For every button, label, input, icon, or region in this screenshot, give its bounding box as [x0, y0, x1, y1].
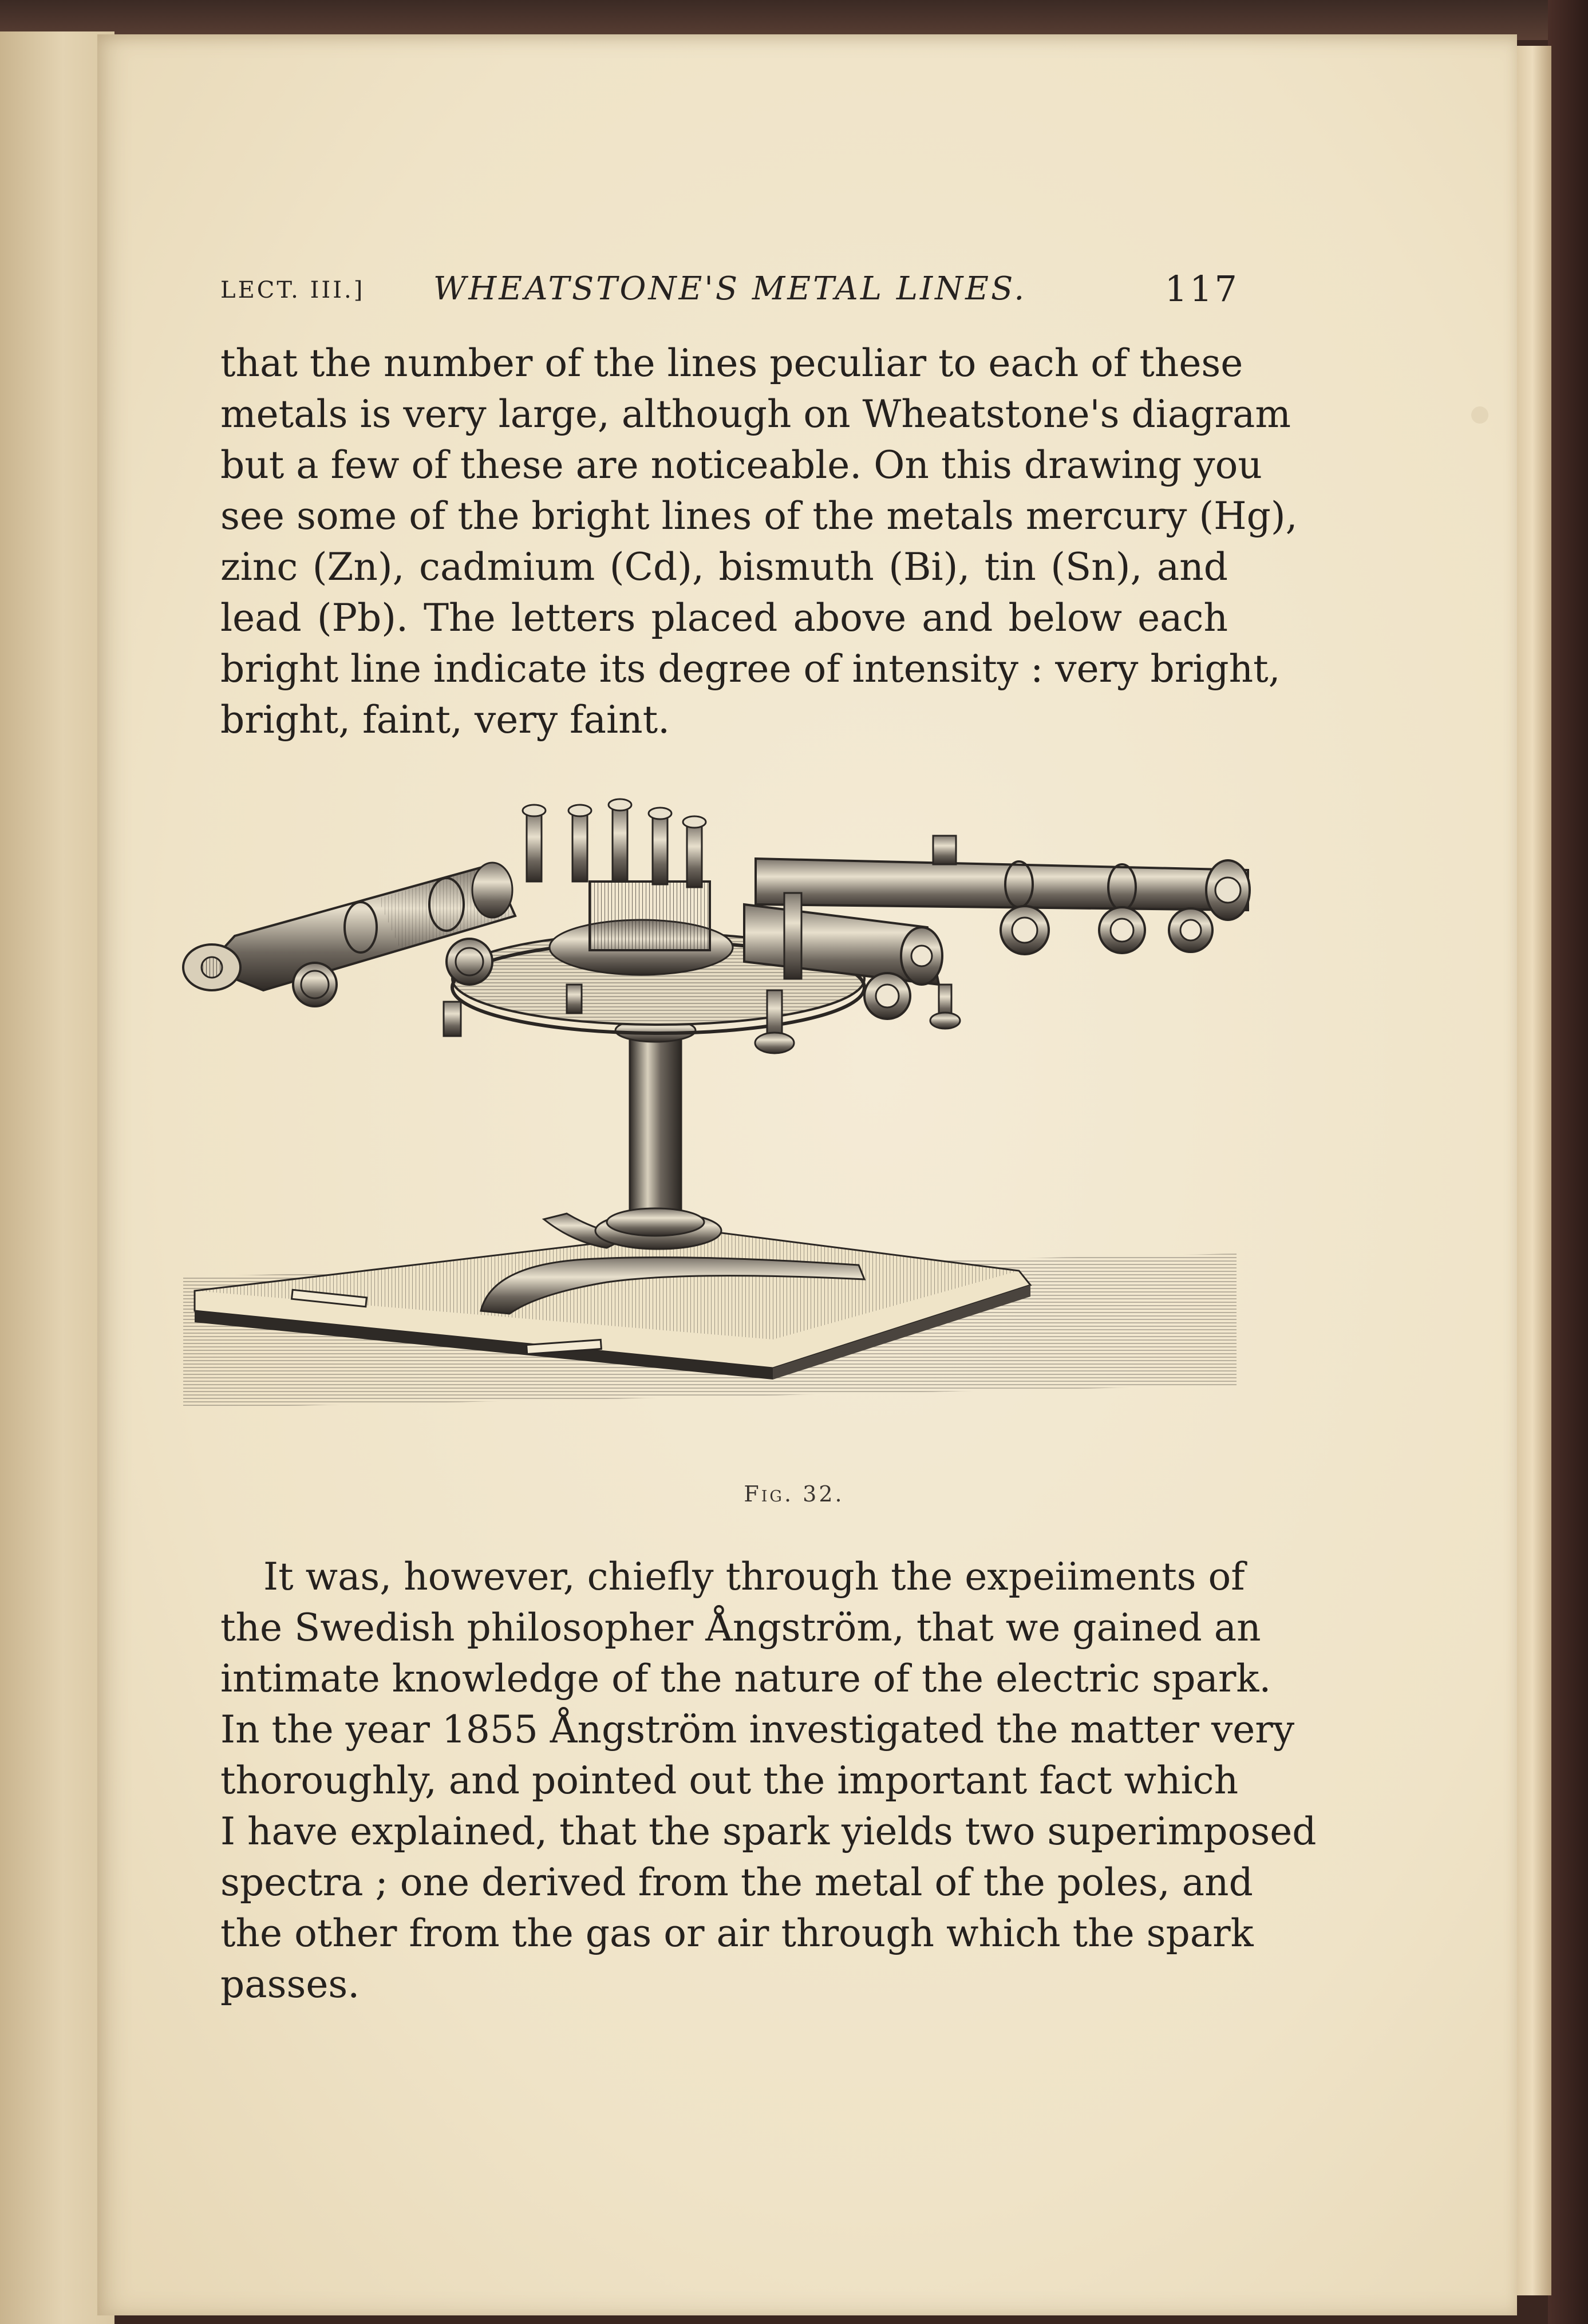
text-line: In the year 1855 Ångström investigated the matter very — [220, 1708, 1295, 1752]
text-line: It was, however, chiefly through the expeiiments of — [263, 1555, 1245, 1599]
paragraph-metal-lines — [220, 338, 1298, 745]
text-line: see some of the bright lines of the metals mercury (Hg), — [220, 494, 1298, 538]
running-head — [220, 268, 1239, 314]
text-line: intimate knowledge of the nature of the electric spark. — [220, 1657, 1271, 1701]
page-number: 117 — [1164, 268, 1239, 310]
text-line: but a few of these are noticeable. On this drawing you — [220, 443, 1262, 487]
page-spot — [1471, 406, 1488, 424]
book-cover-right — [1548, 0, 1588, 2324]
text-line: the Swedish philosopher Ångström, that we gained an — [220, 1606, 1261, 1650]
text-line: that the number of the lines peculiar to each of these — [220, 341, 1243, 385]
text-line: I have explained, that the spark yields two superimposed — [220, 1809, 1317, 1853]
text-line: the other from the gas or air through which the spark — [220, 1911, 1254, 1955]
prism-housing — [523, 799, 710, 950]
text-line: spectra ; one derived from the metal of the poles, and — [220, 1860, 1253, 1904]
lecture-label: LECT. III.] — [220, 277, 365, 303]
text-line: thoroughly, and pointed out the important fact which — [220, 1758, 1239, 1803]
chapter-title: WHEATSTONE'S METAL LINES. — [433, 270, 1027, 307]
text-line: passes. — [220, 1962, 360, 2006]
paragraph-angstrom — [220, 1551, 1317, 2010]
text-line: zinc (Zn), cadmium (Cd), bismuth (Bi), tin (Sn), and — [220, 545, 1228, 589]
pillar — [607, 1019, 704, 1236]
text-line: lead (Pb). The letters placed above and below each — [220, 596, 1228, 640]
figure-caption: Fig. 32. — [744, 1481, 844, 1507]
text-line: bright, faint, very faint. — [220, 698, 670, 742]
text-line: bright line indicate its degree of intensity : very bright, — [220, 647, 1281, 691]
spectroscope-engraving — [172, 796, 1259, 1448]
text-line: metals is very large, although on Wheatstone's diagram — [220, 392, 1291, 436]
